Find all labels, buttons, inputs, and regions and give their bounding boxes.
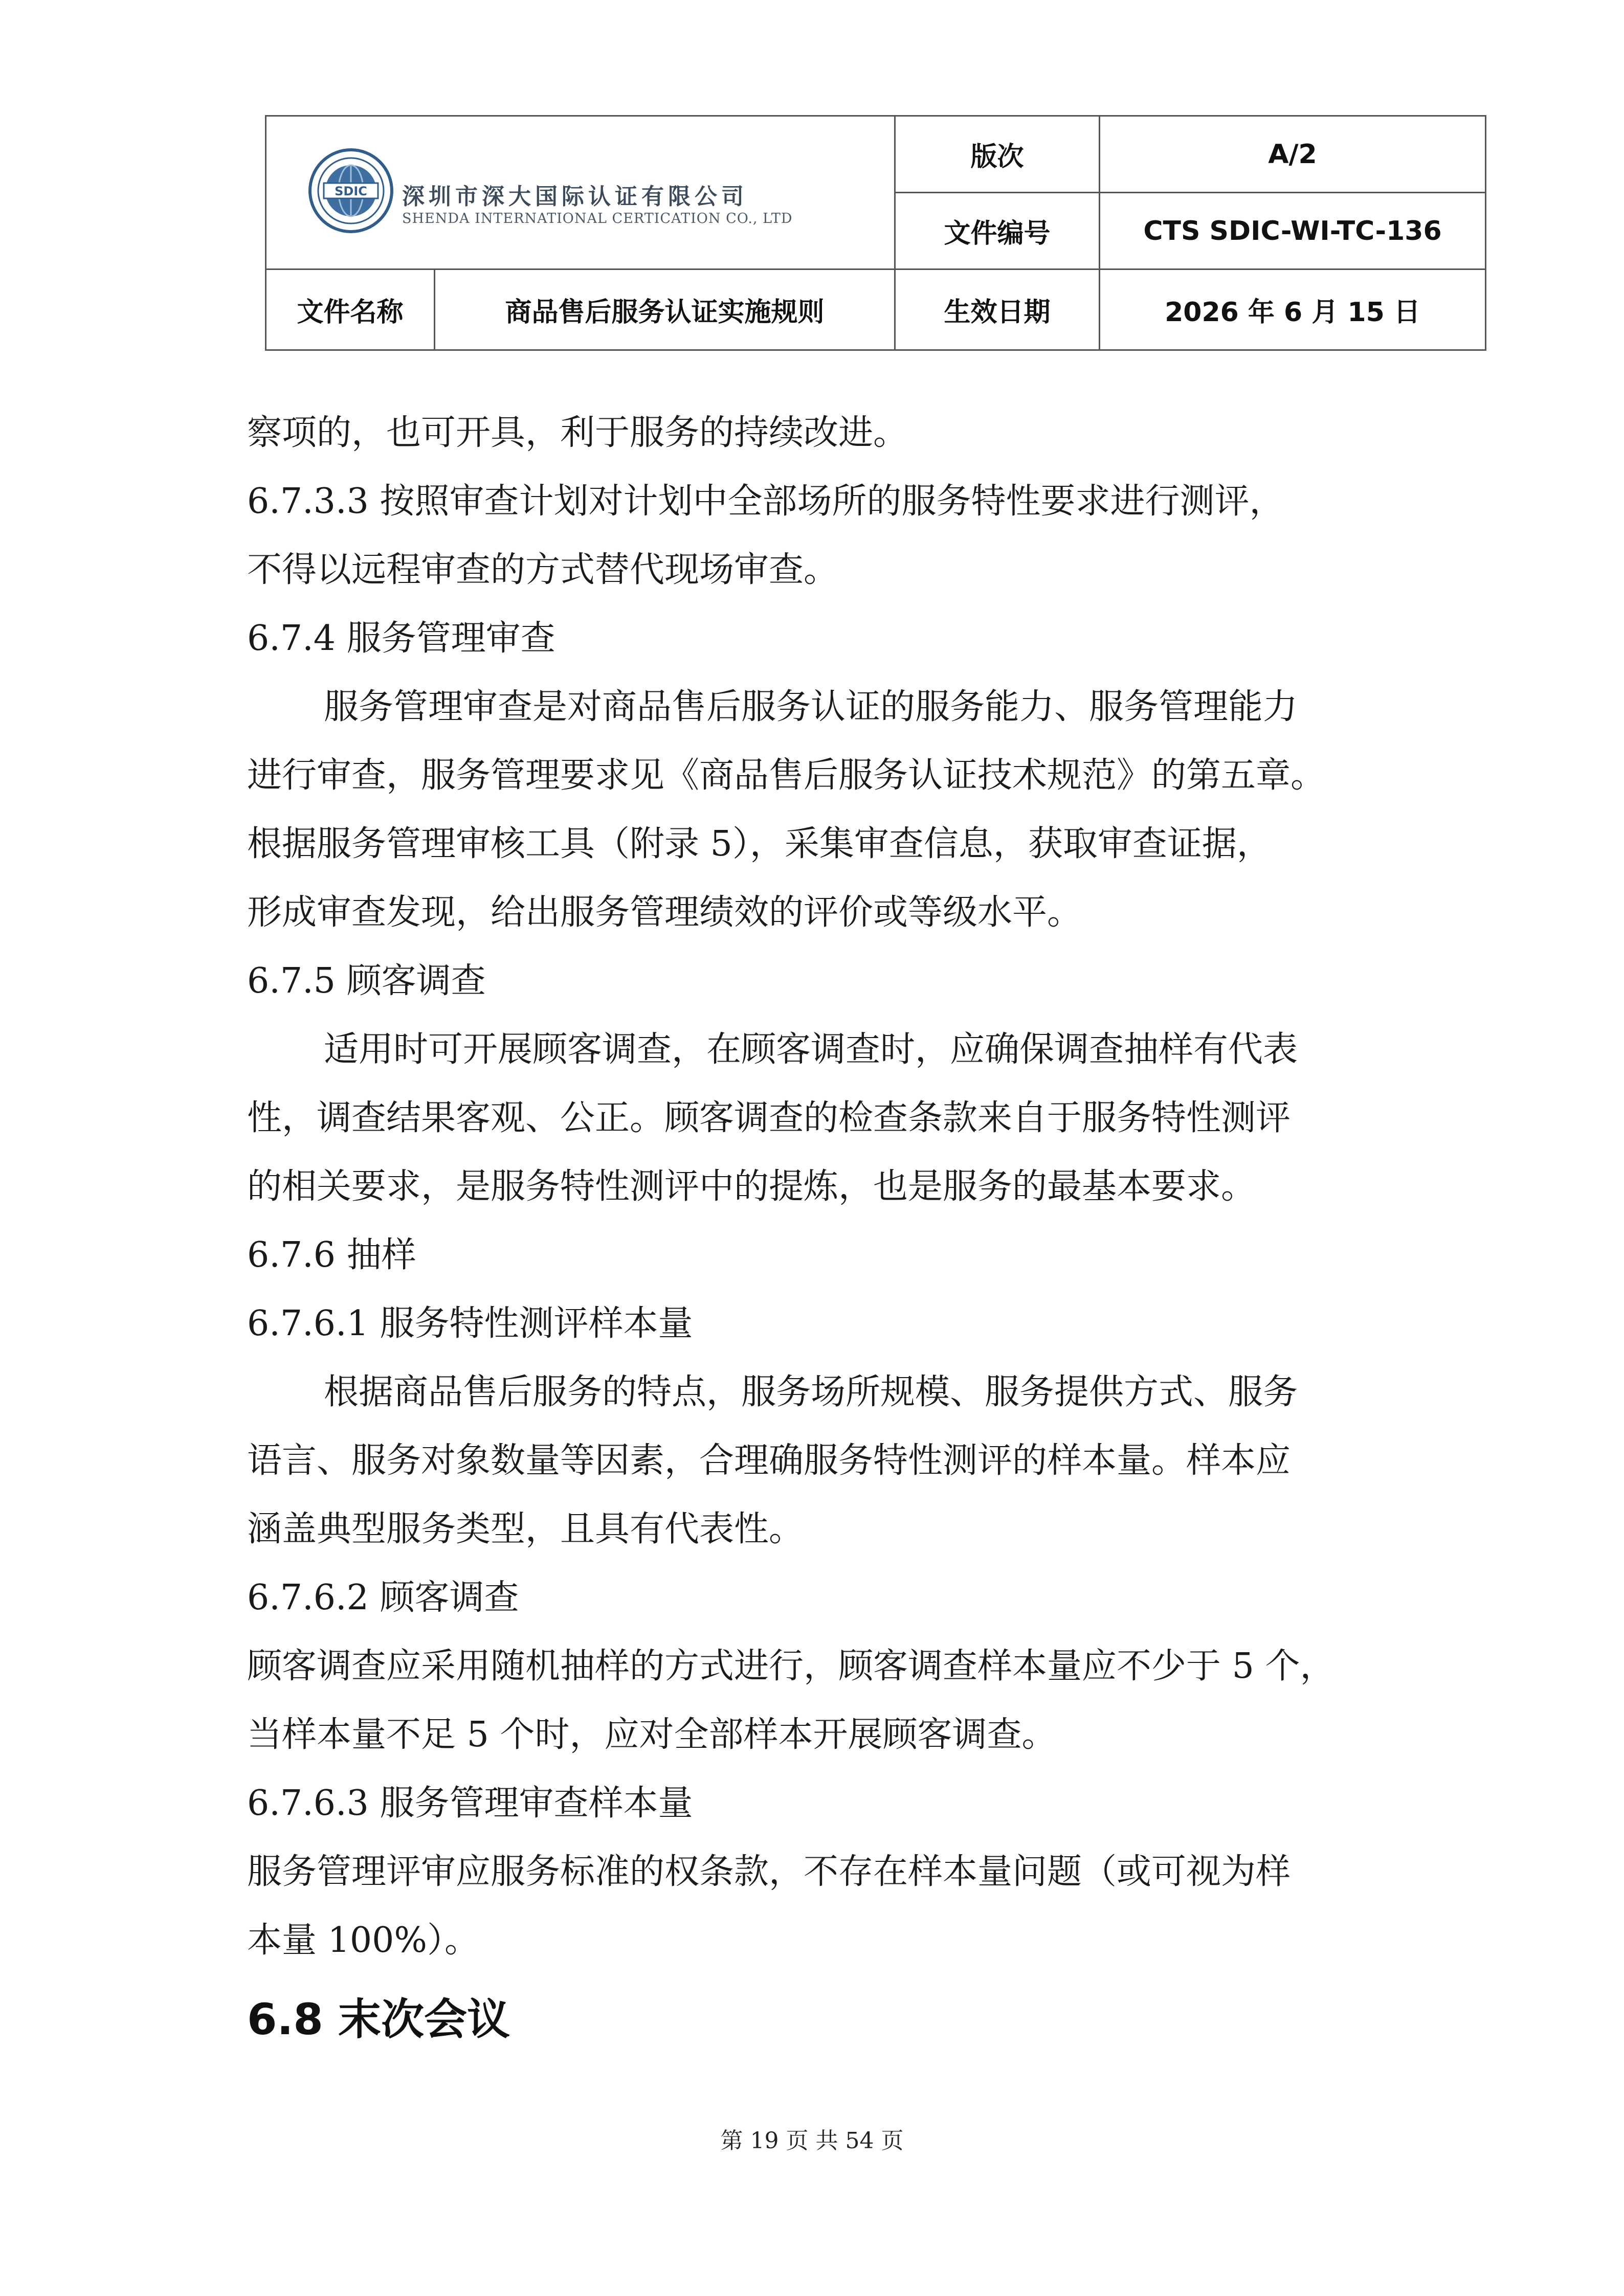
paragraph-line: 进行审查，服务管理要求见《商品售后服务认证技术规范》的第五章。	[247, 755, 1326, 796]
doc-name-value: 商品售后服务认证实施规则	[435, 269, 895, 350]
paragraph-line: 形成审查发现，给出服务管理绩效的评价或等级水平。	[247, 892, 1082, 933]
paragraph-line: 语言、服务对象数量等因素，合理确服务特性测评的样本量。样本应	[247, 1440, 1291, 1481]
paragraph-line: 的相关要求，是服务特性测评中的提炼，也是服务的最基本要求。	[247, 1166, 1256, 1207]
heading-6761: 6.7.6.1 服务特性测评样本量	[247, 1303, 693, 1344]
paragraph-line: 适用时可开展顾客调查，在顾客调查时，应确保调查抽样有代表	[324, 1029, 1298, 1070]
logo-text: SDIC	[335, 184, 367, 198]
version-value: A/2	[1100, 116, 1486, 193]
company-name-en: SHENDA INTERNATIONAL CERTICATION CO., LTD	[402, 211, 793, 227]
paragraph-line: 服务管理审查是对商品售后服务认证的服务能力、服务管理能力	[324, 687, 1298, 727]
effective-date-label: 生效日期	[895, 269, 1100, 350]
paragraph-line: 根据商品售后服务的特点，服务场所规模、服务提供方式、服务	[324, 1372, 1298, 1412]
paragraph-line: 顾客调查应采用随机抽样的方式进行，顾客调查样本量应不少于 5 个，	[247, 1646, 1335, 1686]
company-logo	[307, 147, 839, 250]
company-name-cn: 深圳市深大国际认证有限公司	[402, 184, 748, 210]
heading-674: 6.7.4 服务管理审查	[247, 618, 555, 659]
paragraph-line: 当样本量不足 5 个时，应对全部样本开展顾客调查。	[247, 1715, 1057, 1755]
heading-675: 6.7.5 顾客调查	[247, 961, 486, 1001]
doc-name-label: 文件名称	[266, 269, 435, 350]
clause-6733-line1: 6.7.3.3 按照审查计划对计划中全部场所的服务特性要求进行测评，	[247, 481, 1284, 522]
page-number-footer: 第 19 页 共 54 页	[720, 2128, 904, 2154]
heading-676: 6.7.6 抽样	[247, 1235, 416, 1275]
company-logo-cell	[266, 116, 895, 269]
paragraph-line: 本量 100%）。	[247, 1920, 480, 1961]
effective-date-value: 2026 年 6 月 15 日	[1100, 269, 1486, 350]
doc-number-label: 文件编号	[895, 193, 1100, 269]
paragraph-line: 根据服务管理审核工具（附录 5），采集审查信息，获取审查证据，	[247, 824, 1272, 864]
paragraph-line: 性，调查结果客观、公正。顾客调查的检查条款来自于服务特性测评	[247, 1098, 1291, 1138]
version-label: 版次	[895, 116, 1100, 193]
clause-6733-line2: 不得以远程审查的方式替代现场审查。	[247, 550, 839, 590]
document-header-table	[265, 115, 1486, 351]
paragraph-line: 服务管理评审应服务标准的权条款，不存在样本量问题（或可视为样	[247, 1852, 1291, 1892]
heading-6762: 6.7.6.2 顾客调查	[247, 1578, 519, 1618]
paragraph-line: 察项的，也可开具，利于服务的持续改进。	[247, 413, 908, 453]
doc-number-value: CTS SDIC-WI-TC-136	[1100, 193, 1486, 269]
heading-6763: 6.7.6.3 服务管理审查样本量	[247, 1783, 693, 1824]
document-body	[247, 399, 1398, 2053]
paragraph-line: 涵盖典型服务类型，且具有代表性。	[247, 1509, 804, 1549]
company-seal-icon	[307, 147, 394, 234]
heading-68: 6.8 末次会议	[247, 1994, 510, 2044]
